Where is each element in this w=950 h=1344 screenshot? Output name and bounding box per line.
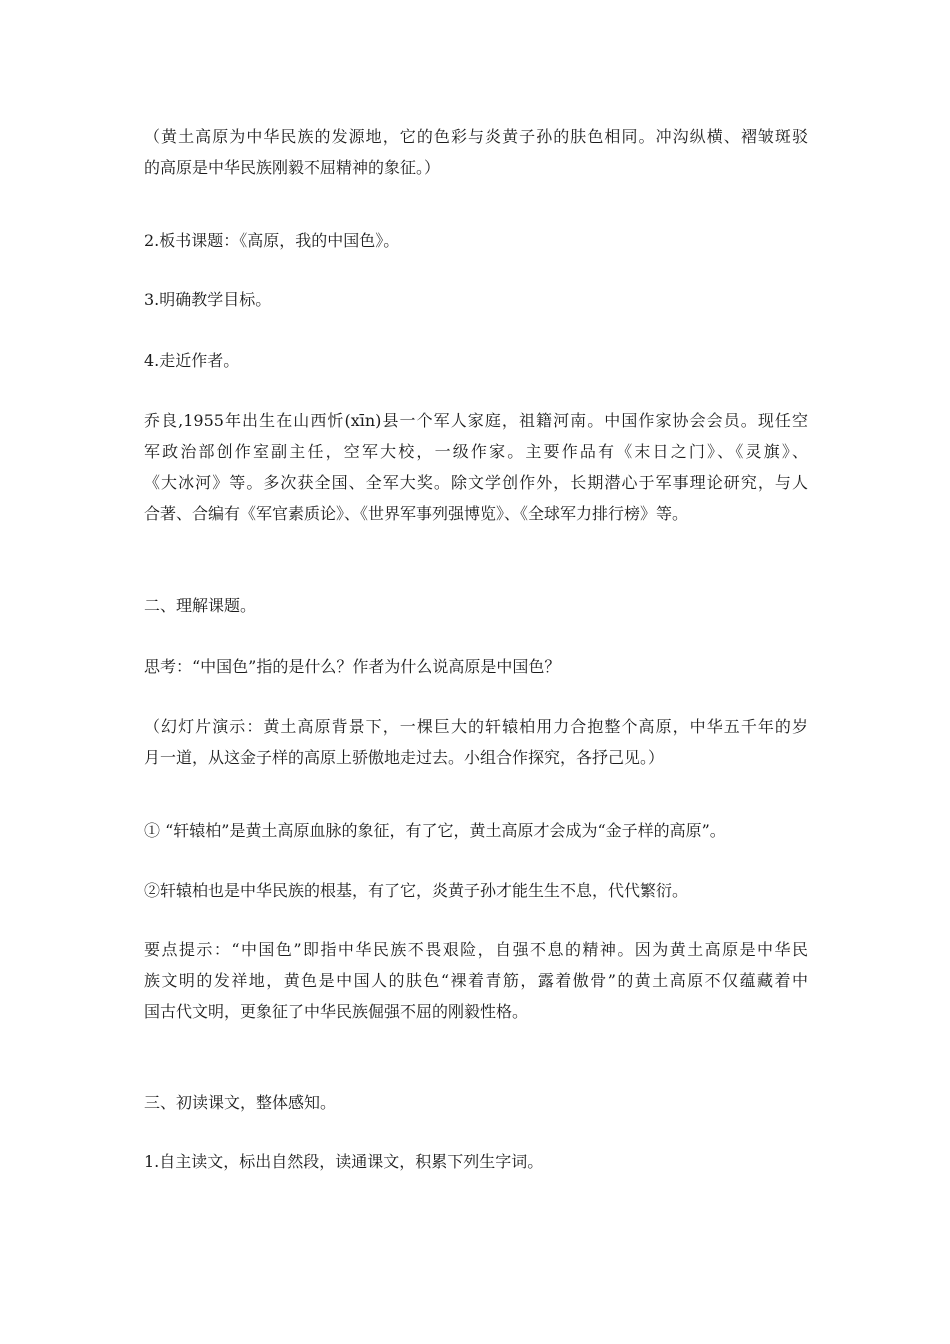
paragraph-self-reading bbox=[144, 1146, 808, 1177]
paragraph-author-heading bbox=[144, 345, 808, 376]
text-line: 二、理解课题。 bbox=[144, 596, 257, 615]
text-line: 乔良,1955年出生在山西忻(xīn)县一个军人家庭，祖籍河南。中国作家协会会员。现任空 bbox=[144, 411, 808, 430]
section-heading-first-reading bbox=[144, 1087, 808, 1118]
paragraph-author-bio bbox=[144, 405, 808, 529]
list-item-point-1 bbox=[144, 815, 808, 846]
text-line: 三、初读课文，整体感知。 bbox=[144, 1093, 337, 1112]
text-line: 族文明的发祥地，黄色是中国人的肤色“裸着青筋，露着傲骨”的黄土高原不仅蕴藏着中 bbox=[144, 971, 808, 990]
text-line: （黄土高原为中华民族的发源地，它的色彩与炎黄子孙的肤色相同。冲沟纵横、褶皱斑驳 bbox=[144, 127, 808, 146]
text-line: 《大冰河》等。多次获全国、全军大奖。除文学创作外，长期潜心于军事理论研究，与人 bbox=[144, 473, 808, 492]
text-line: 军政治部创作室副主任，空军大校，一级作家。主要作品有《末日之门》、《灵旗》、 bbox=[144, 442, 808, 461]
text-line: 要点提示：“中国色”即指中华民族不畏艰险，自强不息的精神。因为黄土高原是中华民 bbox=[144, 940, 808, 959]
text-line: 的高原是中华民族刚毅不屈精神的象征。） bbox=[144, 158, 441, 177]
text-line: 合著、合编有《军官素质论》、《世界军事列强博览》、《全球军力排行榜》等。 bbox=[144, 504, 689, 523]
text-line: 1.自主读文，标出自然段，读通课文，积累下列生字词。 bbox=[144, 1152, 544, 1171]
paragraph-teaching-goals bbox=[144, 284, 808, 315]
paragraph-intro-note bbox=[144, 121, 808, 183]
text-line: （幻灯片演示：黄土高原背景下，一棵巨大的轩辕柏用力合抱整个高原，中华五千年的岁 bbox=[144, 717, 808, 736]
text-line: 4.走近作者。 bbox=[144, 351, 240, 370]
paragraph-slide-demo bbox=[144, 711, 808, 773]
paragraph-board-title bbox=[144, 225, 808, 256]
text-line: 3.明确教学目标。 bbox=[144, 290, 272, 309]
text-line: ②轩辕柏也是中华民族的根基，有了它，炎黄子孙才能生生不息，代代繁衍。 bbox=[144, 881, 689, 900]
text-line: 2.板书课题：《高原，我的中国色》。 bbox=[144, 231, 400, 250]
text-line: 思考：“中国色”指的是什么？作者为什么说高原是中国色？ bbox=[144, 657, 561, 676]
text-line: ① “轩辕柏”是黄土高原血脉的象征，有了它，黄土高原才会成为“金子样的高原”。 bbox=[144, 821, 726, 840]
list-item-point-2 bbox=[144, 875, 808, 906]
text-line: 月一道，从这金子样的高原上骄傲地走过去。小组合作探究，各抒己见。） bbox=[144, 748, 665, 767]
section-heading-understand-title bbox=[144, 590, 808, 621]
paragraph-think-question bbox=[144, 651, 808, 682]
paragraph-key-points bbox=[144, 934, 808, 1027]
text-line: 国古代文明，更象征了中华民族倔强不屈的刚毅性格。 bbox=[144, 1002, 529, 1021]
